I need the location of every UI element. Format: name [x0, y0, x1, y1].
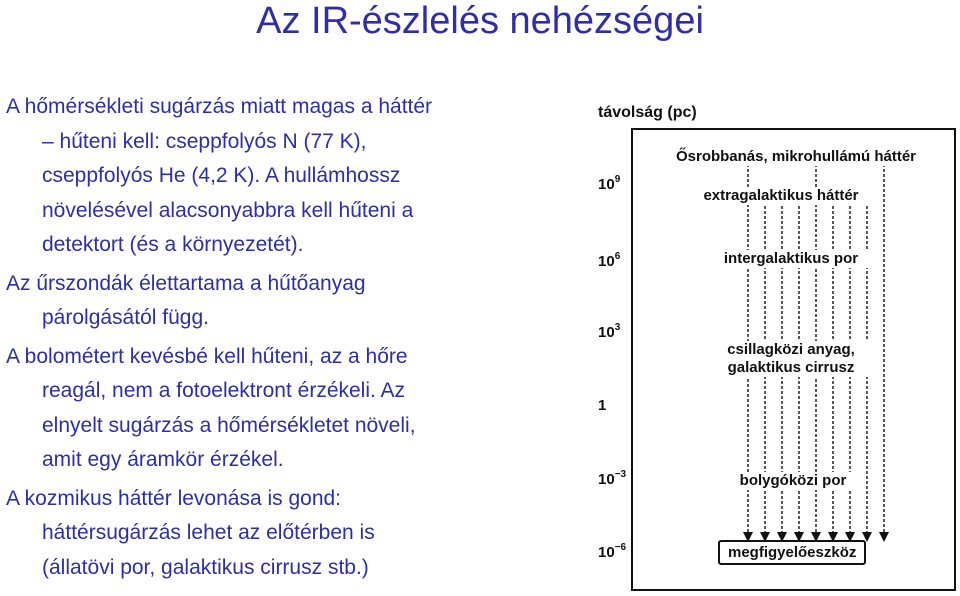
text-line: elnyelt sugárzás a hőmérsékletet növeli,	[42, 413, 416, 437]
text-line: háttérsugárzás lehet az előtérben is	[42, 521, 375, 544]
label-interplanetary: bolygóközi por	[728, 472, 858, 490]
paragraph-bolometer	[6, 340, 566, 478]
text-line: párolgásától függ.	[42, 306, 209, 329]
slide-title: Az IR-észlelés nehézségei	[256, 0, 704, 42]
text-line: A kozmikus háttér levonása is gond:	[6, 486, 342, 510]
label-intergalactic: intergalaktikus por	[711, 250, 871, 268]
paragraph-cooling	[6, 90, 566, 263]
tick-label: $10^3$	[598, 322, 621, 341]
text-line: (állatövi por, galaktikus cirrusz stb.)	[42, 555, 369, 579]
label-interstellar	[706, 341, 876, 377]
tick-label: $10^{-3}$	[598, 469, 627, 488]
label-interstellar-line2: galaktikus cirrusz	[727, 359, 855, 376]
text-line: amit egy áramkör érzékel.	[42, 448, 284, 471]
tick-label: $10^{-6}$	[598, 542, 627, 561]
text-line: detektort (és a környezetét).	[42, 233, 304, 256]
text-line: cseppfolyós He (4,2 K). A hullámhossz	[42, 164, 401, 187]
label-observer: megfigyelőeszköz	[718, 540, 866, 565]
label-interstellar-line1: csillagközi anyag,	[727, 341, 855, 358]
bullet-list	[6, 90, 566, 589]
text-line: A hőmérsékleti sugárzás miatt magas a háttér	[6, 95, 433, 118]
text-line: – hűteni kell: cseppfolyós N (77 K),	[42, 129, 367, 153]
paragraph-probes	[6, 267, 566, 336]
text-line: Az űrszondák élettartama a hűtőanyag	[6, 271, 366, 295]
arrowhead	[879, 532, 889, 542]
tick-label: $10^9$	[598, 174, 621, 193]
text-line: A bolométert kevésbé kell hűteni, az a hőre	[6, 344, 408, 368]
label-extragalactic: extragalaktikus háttér	[691, 187, 871, 205]
tick-label: 1	[598, 397, 607, 414]
text-line: reagál, nem a fotoelektront érzékeli. Az	[42, 379, 406, 402]
distance-diagram	[588, 96, 960, 594]
text-line: növelésével alacsonyabbra kell hűteni a	[42, 198, 414, 222]
tick-label: $10^6$	[598, 251, 621, 270]
paragraph-background	[6, 482, 566, 586]
label-cmb: Ősrobbanás, mikrohullámú háttér	[656, 148, 936, 166]
axis-title: távolság (pc)	[598, 104, 697, 121]
